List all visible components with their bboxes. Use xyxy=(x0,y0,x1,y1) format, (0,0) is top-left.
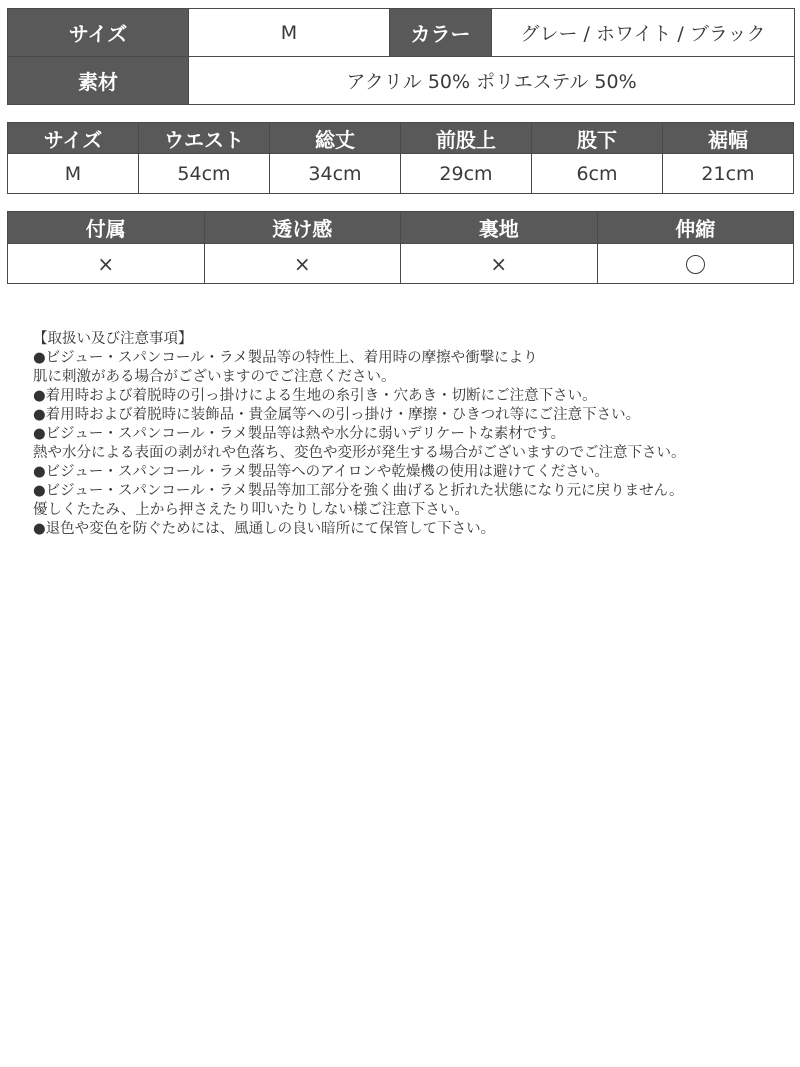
care-note-line: ●ビジュー・スパンコール・ラメ製品等加工部分を強く曲げると折れた状態になり元に戻りません。 xyxy=(33,483,684,499)
care-note-line: ●ビジュー・スパンコール・ラメ製品等へのアイロンや乾燥機の使用は避けてください。 xyxy=(33,464,609,480)
product-info-table xyxy=(7,8,795,105)
size-measurement-table xyxy=(7,122,794,194)
cross-mark-icon: × xyxy=(293,251,311,276)
front-rise-cell: 29cm xyxy=(401,154,532,194)
care-note-line: ●着用時および着脱時の引っ掛けによる生地の糸引き・穴あき・切断にご注意下さい。 xyxy=(33,388,597,404)
inseam-cell: 6cm xyxy=(532,154,663,194)
material-label: 素材 xyxy=(8,57,189,105)
lining-header: 裏地 xyxy=(401,212,598,244)
features-header-row xyxy=(8,212,794,244)
size-cell: M xyxy=(8,154,139,194)
color-value: グレー / ホワイト / ブラック xyxy=(492,9,795,57)
accessories-cell xyxy=(8,244,205,284)
hem-width-cell: 21cm xyxy=(663,154,794,194)
size-label: サイズ xyxy=(8,9,189,57)
cross-mark-icon: × xyxy=(490,251,508,276)
stretch-cell xyxy=(597,244,794,284)
accessories-header: 付属 xyxy=(8,212,205,244)
care-note-line: 熱や水分による表面の剥がれや色落ち、変色や変形が発生する場合がございますのでご注意下さい。 xyxy=(33,445,686,461)
stretch-header: 伸縮 xyxy=(597,212,794,244)
waist-header: ウエスト xyxy=(139,123,270,154)
care-note-line: ●退色や変色を防ぐためには、風通しの良い暗所にて保管して下さい。 xyxy=(33,521,496,537)
size-table-value-row xyxy=(8,154,794,194)
size-value: M xyxy=(189,9,390,57)
size-table-header-row xyxy=(8,123,794,154)
care-notes xyxy=(33,330,793,539)
care-note-line: ●ビジュー・スパンコール・ラメ製品等の特性上、着用時の摩擦や衝撃により xyxy=(33,350,538,366)
front-rise-header: 前股上 xyxy=(401,123,532,154)
sheerness-header: 透け感 xyxy=(204,212,401,244)
inseam-header: 股下 xyxy=(532,123,663,154)
total-length-header: 総丈 xyxy=(270,123,401,154)
care-notes-title: 【取扱い及び注意事項】 xyxy=(33,331,193,347)
waist-cell: 54cm xyxy=(139,154,270,194)
care-note-line: 優しくたたみ、上から押さえたり叩いたりしない様ご注意下さい。 xyxy=(33,502,469,518)
sheerness-cell xyxy=(204,244,401,284)
lining-cell xyxy=(401,244,598,284)
care-note-line: 肌に刺激がある場合がございますのでご注意ください。 xyxy=(33,369,396,385)
care-note-line: ●ビジュー・スパンコール・ラメ製品等は熱や水分に弱いデリケートな素材です。 xyxy=(33,426,566,442)
material-value: アクリル 50% ポリエステル 50% xyxy=(189,57,795,105)
care-note-line: ●着用時および着脱時に装飾品・貴金属等への引っ掛け・摩擦・ひきつれ等にご注意下さい。 xyxy=(33,407,641,423)
circle-mark-icon xyxy=(686,255,705,274)
color-label: カラー xyxy=(390,9,492,57)
total-length-cell: 34cm xyxy=(270,154,401,194)
features-table xyxy=(7,211,794,284)
size-header: サイズ xyxy=(8,123,139,154)
cross-mark-icon: × xyxy=(97,251,115,276)
info-row-material xyxy=(8,57,795,105)
info-row-size-color xyxy=(8,9,795,57)
hem-width-header: 裾幅 xyxy=(663,123,794,154)
features-value-row xyxy=(8,244,794,284)
